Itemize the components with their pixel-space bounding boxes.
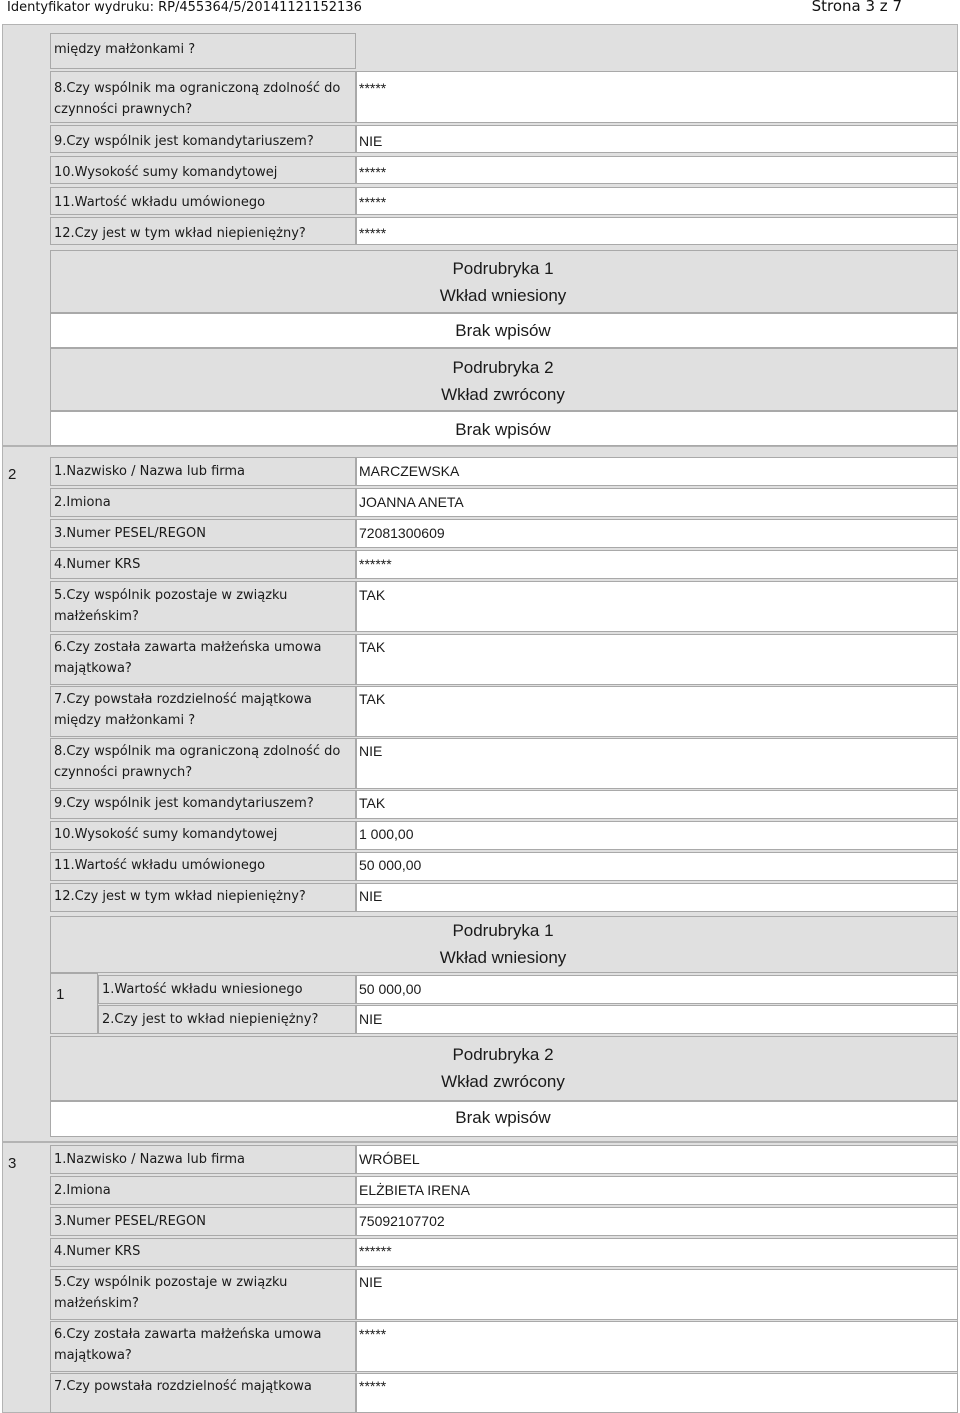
top-sub2-empty: Brak wpisów — [455, 420, 551, 439]
top-row-12-label: 12.Czy jest w tym wkład niepieniężny? — [54, 226, 306, 241]
e2-row-11-value-cell — [356, 852, 958, 881]
top-sub2-subtitle: Wkład zwrócony — [441, 385, 565, 404]
e2-row-3-value: 72081300609 — [359, 525, 445, 541]
e2-row-9-value-cell — [356, 790, 958, 819]
top-continued-label: między małżonkami ? — [54, 42, 196, 57]
e3-row-3-value: 75092107702 — [359, 1213, 445, 1229]
e3-row-6-value-cell — [356, 1321, 958, 1372]
page-number: Strona 3 z 7 — [811, 0, 902, 15]
e2-sub1-row-1-value-cell — [356, 975, 958, 1004]
e2-row-6-label-cont: majątkowa? — [54, 661, 132, 676]
e2-row-3-value-cell — [356, 519, 958, 548]
e2-row-2-value: JOANNA ANETA — [359, 494, 464, 510]
e2-sub1-item-number-cell — [50, 973, 98, 1034]
print-identifier: Identyfikator wydruku: RP/455364/5/20141121152136 — [7, 0, 362, 15]
e2-row-7-value: TAK — [359, 691, 386, 707]
e3-row-1-value: WRÓBEL — [359, 1151, 420, 1167]
e2-row-9-value: TAK — [359, 795, 386, 811]
e3-row-6-value: ***** — [359, 1326, 387, 1342]
e2-sub1-title: Podrubryka 1 — [452, 921, 554, 940]
top-row-8-label-cont: czynności prawnych? — [54, 102, 193, 117]
top-row-9-value-cell — [356, 125, 958, 153]
entry-3-number: 3 — [8, 1155, 17, 1172]
print-header — [0, 0, 960, 16]
e3-row-4-value-cell — [356, 1238, 958, 1267]
e2-row-5-label-cont: małżeńskim? — [54, 609, 139, 624]
e2-sub1-row-1-value: 50 000,00 — [359, 981, 422, 997]
top-row-10-label: 10.Wysokość sumy komandytowej — [54, 165, 278, 180]
e3-row-5-value-cell — [356, 1269, 958, 1320]
e2-row-8-value: NIE — [359, 743, 383, 759]
e2-row-3-label: 3.Numer PESEL/REGON — [54, 526, 206, 541]
e2-row-6-label: 6.Czy została zawarta małżeńska umowa — [54, 640, 322, 655]
e3-row-5-value: NIE — [359, 1274, 383, 1290]
entry-2-number: 2 — [8, 466, 17, 483]
e2-sub1-subtitle: Wkład wniesiony — [439, 948, 567, 967]
top-row-8-value: ***** — [359, 80, 387, 96]
e3-row-2-label: 2.Imiona — [54, 1183, 111, 1198]
top-row-10-value-cell — [356, 156, 958, 184]
e2-row-12-value: NIE — [359, 888, 383, 904]
e3-row-5-label: 5.Czy wspólnik pozostaje w związku — [54, 1275, 288, 1290]
e2-row-8-value-cell — [356, 738, 958, 789]
e2-sub2-subtitle: Wkład zwrócony — [441, 1072, 565, 1091]
e2-sub2-title: Podrubryka 2 — [452, 1045, 554, 1064]
e2-row-6-value-cell — [356, 634, 958, 685]
e2-row-7-label-cont: między małżonkami ? — [54, 713, 196, 728]
top-sub2-title: Podrubryka 2 — [452, 358, 554, 377]
e2-row-10-label: 10.Wysokość sumy komandytowej — [54, 827, 278, 842]
top-row-8-value-cell — [356, 71, 958, 123]
top-row-9-value: NIE — [359, 133, 383, 149]
e2-row-9-label: 9.Czy wspólnik jest komandytariuszem? — [54, 796, 314, 811]
top-sub1-empty: Brak wpisów — [455, 321, 551, 340]
e3-row-7-label: 7.Czy powstała rozdzielność majątkowa — [54, 1379, 312, 1394]
e3-row-4-label: 4.Numer KRS — [54, 1244, 141, 1259]
e2-row-5-label: 5.Czy wspólnik pozostaje w związku — [54, 588, 288, 603]
e2-row-12-label: 12.Czy jest w tym wkład niepieniężny? — [54, 889, 306, 904]
e2-row-1-label: 1.Nazwisko / Nazwa lub firma — [54, 464, 246, 479]
e3-row-3-label: 3.Numer PESEL/REGON — [54, 1214, 206, 1229]
top-row-11-label: 11.Wartość wkładu umówionego — [54, 195, 266, 210]
top-sub1-title: Podrubryka 1 — [452, 259, 554, 278]
e3-row-4-value: ****** — [359, 1243, 392, 1259]
top-sub1-subtitle: Wkład wniesiony — [439, 286, 567, 305]
e2-row-6-value: TAK — [359, 639, 386, 655]
top-row-11-value-cell — [356, 187, 958, 215]
e2-sub1-row-2-label: 2.Czy jest to wkład niepieniężny? — [102, 1012, 319, 1027]
e2-sub1-item-number: 1 — [56, 986, 65, 1003]
e2-row-10-value-cell — [356, 821, 958, 850]
e2-row-10-value: 1 000,00 — [359, 826, 414, 842]
top-row-12-value-cell — [356, 217, 958, 245]
e2-row-5-value-cell — [356, 581, 958, 632]
top-row-12-value: ***** — [359, 225, 387, 241]
e3-row-2-value: ELŻBIETA IRENA — [359, 1182, 470, 1198]
e2-row-11-label: 11.Wartość wkładu umówionego — [54, 858, 266, 873]
e3-row-5-label-cont: małżeńskim? — [54, 1296, 139, 1311]
top-row-8-label: 8.Czy wspólnik ma ograniczoną zdolność do — [54, 81, 341, 96]
e3-row-6-label: 6.Czy została zawarta małżeńska umowa — [54, 1327, 322, 1342]
e2-sub1-row-1-label: 1.Wartość wkładu wniesionego — [102, 982, 303, 997]
e3-row-6-label-cont: majątkowa? — [54, 1348, 132, 1363]
e2-row-12-value-cell — [356, 883, 958, 912]
e2-row-4-value: ****** — [359, 556, 392, 572]
top-row-9-label: 9.Czy wspólnik jest komandytariuszem? — [54, 134, 314, 149]
e2-row-8-label: 8.Czy wspólnik ma ograniczoną zdolność do — [54, 744, 341, 759]
e2-sub1-row-2-value-cell — [356, 1005, 958, 1034]
e3-row-3-value-cell — [356, 1207, 958, 1236]
e2-row-2-label: 2.Imiona — [54, 495, 111, 510]
e2-row-7-label: 7.Czy powstała rozdzielność majątkowa — [54, 692, 312, 707]
e2-sub2-empty: Brak wpisów — [455, 1108, 551, 1127]
top-row-10-value: ***** — [359, 164, 387, 180]
top-row-11-value: ***** — [359, 194, 387, 210]
e3-row-1-value-cell — [356, 1145, 958, 1174]
e3-row-7-value: ***** — [359, 1378, 387, 1394]
e2-row-4-value-cell — [356, 550, 958, 579]
e3-row-7-value-cell — [356, 1373, 958, 1413]
e2-row-1-value: MARCZEWSKA — [359, 463, 460, 479]
e2-row-11-value: 50 000,00 — [359, 857, 422, 873]
e3-row-1-label: 1.Nazwisko / Nazwa lub firma — [54, 1152, 246, 1167]
e2-row-8-label-cont: czynności prawnych? — [54, 765, 193, 780]
e2-sub1-row-2-value: NIE — [359, 1011, 383, 1027]
e2-row-5-value: TAK — [359, 587, 386, 603]
e2-row-7-value-cell — [356, 686, 958, 737]
e2-row-4-label: 4.Numer KRS — [54, 557, 141, 572]
